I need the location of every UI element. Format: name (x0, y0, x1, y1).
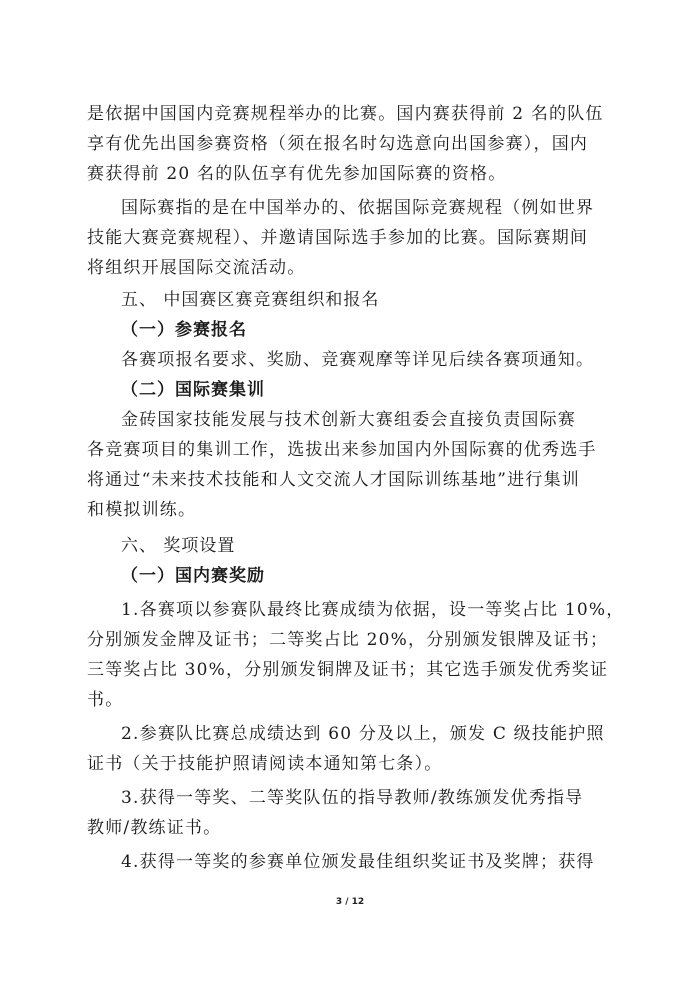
paragraph-line: 2.参赛队比赛总成绩达到 60 分及以上，颁发 C 级技能护照 (121, 724, 605, 744)
paragraph-line: 1.各赛项以参赛队最终比赛成绩为依据，设一等奖占比 10%， (121, 600, 625, 620)
paragraph-line: 技能大赛竞赛规程）、并邀请国际选手参加的比赛。国际赛期间 (87, 228, 589, 248)
subsection-heading: （一）参赛报名 (121, 320, 247, 340)
paragraph-line: 书。 (87, 690, 124, 710)
paragraph-line: 将通过“未来技术技能和人文交流人才国际训练基地”进行集训 (87, 470, 580, 490)
paragraph-line: 金砖国家技能发展与技术创新大赛组委会直接负责国际赛 (121, 410, 576, 430)
paragraph-line: 和模拟训练。 (87, 500, 197, 520)
paragraph-line: 3.获得一等奖、二等奖队伍的指导教师/教练颁发优秀指导 (121, 788, 584, 808)
paragraph-line: 国际赛指的是在中国举办的、依据国际竞赛规程（例如世界 (121, 198, 595, 218)
subsection-heading: （一）国内赛奖励 (121, 566, 265, 586)
paragraph-line: 三等奖占比 30%，分别颁发铜牌及证书；其它选手颁发优秀奖证 (87, 660, 609, 680)
paragraph-line: 教师/教练证书。 (87, 818, 222, 838)
paragraph-line: 赛获得前 20 名的队伍享有优先参加国际赛的资格。 (87, 164, 507, 184)
paragraph-line: 证书（关于技能护照请阅读本通知第七条）。 (87, 754, 443, 774)
paragraph-line: 是依据中国国内竞赛规程举办的比赛。国内赛获得前 2 名的队伍 (87, 104, 604, 124)
subsection-heading: （二）国际赛集训 (121, 380, 265, 400)
paragraph-line: 各竞赛项目的集训工作，选拔出来参加国内外国际赛的优秀选手 (87, 440, 597, 460)
paragraph-line: 各赛项报名要求、奖励、竞赛观摩等详见后续各赛项通知。 (121, 350, 595, 370)
paragraph-line: 分别颁发金牌及证书；二等奖占比 20%，分别颁发银牌及证书； (87, 630, 609, 650)
paragraph-line: 4.获得一等奖的参赛单位颁发最佳组织奖证书及奖牌；获得 (121, 852, 595, 872)
document-body (87, 99, 625, 877)
section-heading: 五、 中国赛区赛竞赛组织和报名 (121, 290, 380, 310)
paragraph-line: 享有优先出国参赛资格（须在报名时勾选意向出国参赛），国内 (87, 134, 589, 154)
section-heading: 六、 奖项设置 (121, 536, 236, 556)
page-number: 3 / 12 (335, 897, 365, 907)
paragraph-line: 将组织开展国际交流活动。 (87, 258, 306, 278)
